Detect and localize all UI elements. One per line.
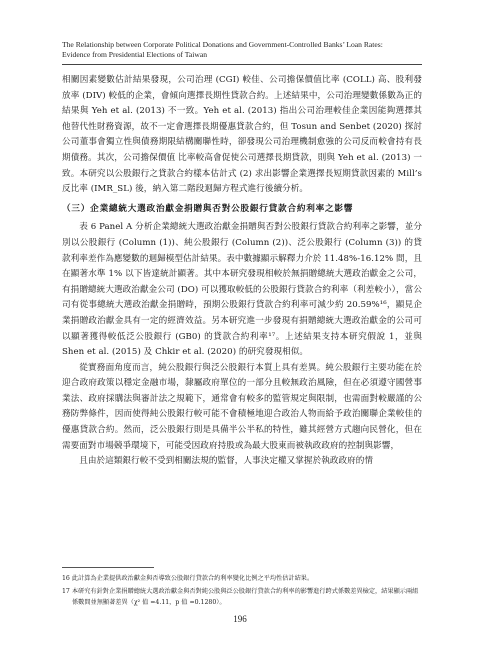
running-header [62,40,442,60]
header-divider [62,64,422,65]
paragraph-continuation: 且由於這類銀行較不受到相關法規的監督，人事決定權又掌握於執政政府的情 [79,456,374,467]
section-title: （三）企業總統大選政治獻金捐贈與否對公股銀行貸款合約利率之影響 [62,203,354,214]
footnote-17: 17 本研究有針對企業捐贈總統大選政治獻金與否對純公股與泛公股銀行貸款合約利率的影響進行跨式係數差異檢定，結果顯示兩組係數間並無顯著差異（χ² 值 =4.11，p 值 =0.1280）。 [62,588,419,606]
footnote-16: 16 此計算為企業提供政治獻金與否導致公股銀行貸款合約利率變化比例之平均性估計結果。 [62,575,314,582]
page-number: 196 [233,614,247,624]
paragraph-table6-results: 表 6 Panel A 分析企業總統大選政治獻金捐贈與否對公股銀行貸款合約利率之影響，並分別以公股銀行 (Column (1))、純公股銀行 (Column (2))、泛公股銀行 (Column (3)) 的貸款利率差作為應變數的迴歸模型估計結果。表中數據顯示解釋力介於 11.48%-16.12% 間，且在顯著水準 1% 以下皆達統計顯著。其中本研究發現相較於無捐贈總統大選政治獻金之公司，有捐贈總統大選政治獻金公司 (DO) 可以獲取較低的公股銀行貸款合約利率（利差較小），當公司有從事總統大選政治獻金捐贈時，預期公股銀行貸款合約利率可減少約 20.59%¹⁶，顯見企業捐贈政治獻金具有一定的經濟效益。另本研究進一步發現有捐贈總統大選政治獻金的公司可以顯著獲得較低泛公股銀行 (GB0) 的貸款合約利率¹⁷。上述結果支持本研究假說 1，並與 Shen et al. (2015) 及 Chkir et al. (2020) 的研究發現相似。 [62,222,422,358]
footnote-divider [62,567,154,568]
paragraph-bank-differences: 從實務面角度而言，純公股銀行與泛公股銀行本質上具有差異。純公股銀行主要功能在於迎合政府政策以穩定金融市場，隸屬政府單位的一部分且較無政治風險，但在必須遵守國營事業法、政府採購法與審計法之規範下，通常會有較多的監管規定與限制，也需面對較嚴謹的公務防弊條件，因而使得純公股銀行較可能不會積極地迎合政治人物而給予政治關聯企業較佳的優惠貸款合約。然而，泛公股銀行則是具備半公半私的特性，雖其經營方式趨向民營化，但在需要面對市場競爭環境下，可能受因政府持股或為最大股東而被執政政府的控制與影響， [62,362,422,451]
running-header-line-2: Evidence from Presidential Elections of Taiwan [62,50,208,59]
running-header-line-1: The Relationship between Corporate Political Donations and Government-Controlled Banks’ Loan Rates: [62,40,383,49]
main-body [62,73,422,470]
paragraph-governance-results: 相關因素變數估計結果發現，公司治理 (CGI) 較佳、公司擔保價值比率 (COLL) 高、股利發放率 (DIV) 較低的企業，會傾向選擇長期性貸款合約。上述結果中，公司治理變數係數為正的結果與 Yeh et al. (2013) 不一致。Yeh et al. (2013) 指出公司治理較佳企業因能夠選擇其他替代性財務資源，故不一定會選擇長期優惠貸款合約，但 Tosun and Senbet (2020) 探討公司董事會獨立性與債務期限結構關聯性時，卻發現公司治理機制愈強的公司反而較會持有長期債務。其次，公司擔保價值 比率較高會促使公司選擇長期貸款，則與 Yeh et al. (2013) 一致。本研究以公股銀行之貸款合約樣本估計式 (2) 求出影響企業選擇長短期貸款因素的 Mill’s 反比率 (IMR_SL) 後，納入第二階段迴歸方程式進行後續分析。 [62,75,422,195]
footnotes [62,573,422,610]
